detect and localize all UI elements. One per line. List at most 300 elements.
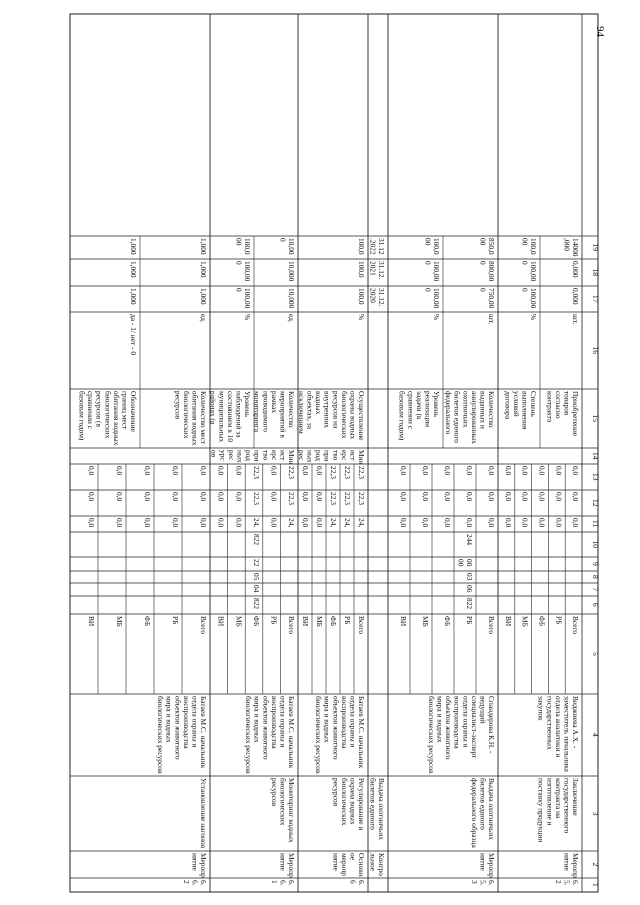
row-6.6.1-fund-3-c12-line: 0,0 — [234, 492, 244, 502]
row-control-event-date-line: 2020 — [368, 288, 378, 303]
row-6.6-num-line: 6. — [357, 880, 367, 886]
column-number-12: 12 — [591, 499, 600, 507]
column-number-15: 15 — [591, 414, 600, 422]
row-6.6.1-ind-1-c19-line: 100,0 — [243, 238, 253, 255]
column-number — [591, 415, 600, 423]
row-6.6.1-fund-0-c5-line: Всего — [287, 616, 297, 635]
row-6.6-ind-0-c15-line: водных — [314, 391, 324, 415]
row-6.5.3-responsible-line: воспроизводства — [452, 696, 462, 749]
row-6.6.1-fund-1-c12-line: 0,0 — [269, 492, 279, 502]
row-6.6.2-fund-3-c11-line: 0,0 — [115, 518, 125, 528]
row-6.5.3-name-line: Выдача охотничьих — [487, 778, 497, 840]
row-6.5.2-responsible-line: закупок — [536, 696, 546, 721]
row-6.6.2-fund-0-c11-line: 0,0 — [199, 518, 209, 528]
row-6.6.2-responsible-line: воспроизводства — [181, 696, 191, 749]
row-6.6.1-fund-3-c13-line: 0,0 — [234, 466, 244, 476]
row-6.6-executor-line: ист — [348, 450, 358, 461]
row-6.5.2-ind-0-c17-line: 0,000 — [571, 288, 581, 305]
row-6.5.3-fund-1-c7-line: 06 — [465, 585, 475, 593]
row-6.5.3-num-line: 5. — [478, 880, 488, 886]
row-6.5.3-fund-3-c12 — [421, 492, 430, 502]
row-6.6.2-responsible-line: биологических ресурсов — [156, 696, 166, 774]
row-6.6-num — [349, 880, 367, 886]
row-6.6-responsible-line: объектов животного — [331, 696, 341, 760]
row-6.5.3-fund-2-c5-line: ФБ — [443, 616, 453, 627]
row-6.6.1-fund-4-c12-line: 0,0 — [216, 492, 226, 502]
row-6.5.2-fund-4-c13-line: 0,0 — [503, 466, 513, 476]
row-6.6.1-responsible — [244, 696, 296, 774]
row-6.5.2-ind-1-c15-line: Степень — [529, 391, 539, 417]
row-6.5.2-ind-0-c15 — [545, 391, 580, 437]
row-6.5.2-fund-0-c11-line: 0,0 — [571, 518, 581, 528]
row-6.6-fund-3-c12-line: 0,0 — [315, 492, 325, 502]
row-6.5.2-fund-2-c12 — [538, 492, 547, 502]
row-6.6.2-ind-0-c19-line: 1,000 — [199, 238, 209, 255]
row-6.6.2-fund-4-c13-line: 0,0 — [87, 466, 97, 476]
row-6.6-fund-0-c5 — [357, 616, 366, 634]
row-6.6.1-fund-2-c10-line: 822 — [251, 534, 261, 546]
row-6.5.3-ind-1-c17-line: 100,00 — [432, 288, 442, 309]
row-6.5.2-ind-1-c18-line: 100,00 — [529, 261, 539, 282]
row-6.6.1-executor-line: ных — [235, 450, 245, 463]
row-6.5.2-ind-0-c15-line: товаров — [562, 391, 572, 416]
row-6.5.2-ind-1-c17 — [521, 288, 539, 309]
row-6.6.1-ind-0-c15-line: мониторинга — [252, 391, 262, 433]
row-6.6-fund-1-c5 — [343, 616, 352, 624]
row-6.6-fund-4-c13 — [301, 466, 310, 476]
row-6.5.2-name-line: Заключение — [571, 778, 581, 816]
row-6.6.1-name-line: Мониторинг водных — [287, 778, 297, 843]
row-6.6-fund-0-c12-line: 22,3 — [357, 492, 367, 505]
row-6.6.1-fund-0-c13 — [287, 466, 296, 479]
row-6.5.3-fund-1-c13 — [465, 466, 474, 476]
row-6.6.1-executor-line: тво — [261, 450, 271, 461]
row-6.5.3-ind-1-c18 — [424, 261, 442, 282]
row-6.6.1-fund-0-c11 — [287, 518, 296, 527]
row-6.6-ind-0-c16 — [357, 314, 366, 320]
row-control-event-date-line: 31.12 — [377, 238, 387, 255]
row-6.6.1-fund-2-c6-line: 822 — [251, 598, 261, 610]
row-6.5.3-ind-0-c15 — [444, 391, 496, 444]
row-6.6.1-responsible-line: отдела охраны и — [278, 696, 288, 748]
row-6.6-fund-4-c12-line: 0,0 — [301, 492, 311, 502]
row-6.5.3-fund-0-c11-line: 0,0 — [487, 518, 497, 528]
row-6.6.1-ind-0-c16-line: ед. — [287, 314, 297, 323]
row-6.5.2-fund-1-c13 — [554, 466, 563, 476]
row-6.6.1-ind-1-c15-line: наблюдений за — [234, 391, 244, 438]
row-6.6.2-fund-3-c5 — [115, 616, 124, 627]
column-number — [591, 588, 600, 592]
column-number — [591, 295, 600, 303]
row-6.6-fund-1-c5-line: РБ — [343, 616, 353, 625]
row-6.6.2-fund-2-c11 — [143, 518, 152, 528]
row-6.6.1-ind-1-c17-line: 100,00 — [243, 288, 253, 309]
row-6.6.2-ind-1-c19 — [129, 238, 138, 255]
row-6.6.1-fund-0-c11-line: 24, — [287, 518, 297, 528]
row-6.6.2-name — [199, 778, 208, 849]
row-6.5.3-fund-3-c13-line: 0,0 — [421, 466, 431, 476]
column-number — [591, 733, 600, 737]
row-6.6.1-fund-4-c13-line: 0,0 — [216, 466, 226, 476]
page-number: 94 — [594, 26, 606, 37]
row-6.5.2-ind-1-c15-line: договора — [503, 391, 513, 420]
row-6.6-fund-2-c12-line: 22,3 — [329, 492, 339, 505]
column-number-14: 14 — [591, 452, 600, 460]
row-6.6.2-type — [191, 853, 209, 878]
row-6.6.1-executor-line: урс — [218, 450, 228, 461]
row-6.5.3-fund-0-c11 — [487, 518, 496, 528]
row-6.6.2-fund-0-c11 — [199, 518, 208, 528]
row-6.5.3-fund-1-c9-line: 00 — [456, 559, 466, 567]
row-6.5.2-ind-1-c15-line: условий — [511, 391, 521, 417]
row-6.6.1-fund-3-c5-line: МБ — [234, 616, 244, 627]
row-6.5.3-fund-1-c12-line: 0,0 — [465, 492, 475, 502]
row-6.6-type — [331, 853, 366, 877]
row-6.5.3-ind-0-c19-line: 00 — [478, 238, 488, 246]
row-6.5.3-ind-0-c15-line: Количество — [487, 391, 497, 428]
row-6.6.1-ind-1-c16 — [243, 314, 252, 320]
row-6.5.2-fund-0-c5 — [571, 616, 580, 634]
row-6.5.2-ind-1-c19-line: 00 — [520, 238, 530, 246]
row-6.6-fund-2-c12 — [329, 492, 338, 505]
row-6.5.2-fund-4-c12-line: 0,0 — [503, 492, 513, 502]
row-6.6.1-ind-1-c15-line: состоянием в 10 — [225, 391, 235, 442]
row-6.5.3-fund-1-c6 — [465, 598, 474, 609]
row-6.5.3-fund-3-c11-line: 0,0 — [421, 518, 431, 528]
row-6.6-fund-0-c11 — [357, 518, 366, 527]
row-control-event-date-line: 2021 — [368, 261, 378, 276]
row-6.5.2-fund-0-c11 — [571, 518, 580, 528]
row-6.6.1-ind-1-c15-line: районах (в — [208, 391, 218, 425]
row-6.6-ind-0-c15-line: внутренних — [322, 391, 332, 428]
row-6.6-fund-0-c12 — [357, 492, 366, 505]
row-6.5.3-responsible-line: биологических ресурсов — [426, 696, 436, 774]
row-6.5.3-ind-0-c15-line: федерального — [444, 391, 454, 435]
row-6.5.2-ind-0-c19 — [563, 238, 581, 257]
row-6.6.2-fund-3-c12 — [115, 492, 124, 502]
column-number — [591, 863, 600, 867]
row-6.6.2-type-line: иятие — [190, 853, 200, 871]
row-6.6-ind-0-c15-line: ресурсов на — [331, 391, 341, 429]
row-6.5.2-ind-1-c17-line: 100,00 — [529, 288, 539, 309]
column-number-7: 7 — [591, 587, 600, 592]
row-6.5.3-ind-1-c16-line: % — [432, 314, 442, 321]
row-6.5.3-fund-2-c11-line: 0,0 — [443, 518, 453, 528]
row-6.5.3-ind-0-c19-line: 850,0 — [487, 238, 497, 255]
row-control-event-date-line: 31.12. — [377, 261, 387, 280]
row-6.5.2-fund-1-c12 — [554, 492, 563, 502]
row-6.6.1-ind-0-c17-line: 10,000 — [287, 288, 297, 309]
row-6.6-ind-0-c16-line: % — [357, 314, 367, 321]
row-control-event-date-line: .2022 — [368, 238, 378, 255]
row-6.5.3-ind-0-c17-line: 0 — [478, 288, 488, 292]
row-6.6.1-fund-1-c13-line: 0,0 — [269, 466, 279, 476]
row-6.6.2-fund-3-c5-line: МБ — [115, 616, 125, 627]
row-6.6.1-ind-0-c19-line: 0 — [278, 238, 288, 242]
row-6.6.2-ind-0-c15 — [173, 391, 208, 446]
row-6.5.3-fund-1-c8 — [465, 573, 474, 581]
row-6.6.1-fund-4-c5 — [217, 616, 226, 627]
row-6.6-name — [331, 778, 366, 830]
row-6.6.2-fund-1-c12-line: 0,0 — [171, 492, 181, 502]
row-6.6.1-ind-1-c18-line: 0 — [234, 261, 244, 265]
row-6.6.1-type — [279, 853, 297, 878]
row-6.5.3-fund-1-c7 — [465, 585, 474, 593]
row-6.5.2-name-line: изготовление и — [545, 778, 555, 826]
row-6.6.2-ind-1-c15-line: обитания водных — [111, 391, 121, 446]
row-6.6.2-responsible — [156, 696, 208, 774]
row-6.5.2-fund-4-c5-line: ВИ — [503, 616, 513, 627]
row-6.5.2-fund-2-c13-line: 0,0 — [537, 466, 547, 476]
row-6.6.1-fund-2-c7-line: 04 — [251, 585, 261, 593]
row-6.6-ind-0-c19-line: 100,0 — [357, 238, 367, 255]
row-6.6.1-ind-1-c16-line: % — [243, 314, 253, 321]
row-6.6-name-line: охрана водных — [348, 778, 358, 825]
row-6.6.1-fund-2-c11 — [252, 518, 261, 527]
row-6.5.3-ind-0-c17-line: 750,00 — [487, 288, 497, 309]
row-6.6.1-fund-1-c11-line: 0,0 — [269, 518, 279, 528]
row-6.6-ind-0-c17 — [357, 288, 366, 305]
column-number — [591, 575, 600, 579]
row-6.5.2-ind-0-c16-line: шт. — [571, 314, 581, 325]
row-6.5.2-fund-4-c11-line: 0,0 — [503, 518, 513, 528]
row-6.5.3-ind-0-c18-line: 800,00 — [487, 261, 497, 282]
column-number — [591, 520, 600, 527]
row-6.5.3-name-line: федерального образца — [469, 778, 479, 848]
row-6.6-executor-line: при — [322, 450, 332, 462]
row-6.6-fund-2-c5 — [329, 616, 338, 626]
row-6.5.3-ind-0-c15-line: билетов единого — [452, 391, 462, 443]
row-6.6-type-line: Основн — [357, 853, 367, 877]
row-6.6.1-fund-1-c5 — [270, 616, 279, 624]
row-6.6-ind-0-c18 — [357, 261, 366, 278]
row-6.5.2-fund-1-c11-line: 0,0 — [554, 518, 564, 528]
row-6.6-ind-0-c15-line: Осуществление — [357, 391, 367, 441]
row-6.6.2-ind-0-c18 — [199, 261, 208, 278]
row-6.6.1-responsible-line: объектов животного — [261, 696, 271, 760]
row-6.5.3-ind-1-c18-line: 0 — [423, 261, 433, 265]
row-6.6.1-ind-0-c15 — [253, 391, 296, 438]
row-6.5.2-fund-0-c12 — [571, 492, 580, 502]
row-6.5.2-fund-1-c5 — [554, 616, 563, 624]
row-6.6.1-fund-4-c13 — [217, 466, 226, 476]
row-6.6-fund-1-c13 — [343, 466, 352, 479]
row-6.5.2-fund-3-c11-line: 0,0 — [520, 518, 530, 528]
row-6.5.3-ind-1-c15-line: реализации — [423, 391, 433, 428]
row-6.6-fund-3-c13 — [315, 466, 324, 476]
row-6.6-ind-0-c15-line: биологических — [339, 391, 349, 439]
row-control-event-date-line: 31.12. — [377, 288, 387, 307]
column-number-4: 4 — [591, 733, 600, 737]
row-6.6.1-fund-4-c11 — [217, 518, 226, 528]
row-6.6.2-fund-0-c12-line: 0,0 — [199, 492, 209, 502]
row-6.5.3-fund-4-c12 — [399, 492, 408, 502]
row-6.5.3-fund-4-c5 — [399, 616, 408, 627]
row-6.6.2-fund-3-c11 — [115, 518, 124, 528]
row-6.6.2-ind-1-c15 — [78, 391, 139, 446]
row-6.6-type-line: ое — [348, 853, 358, 861]
row-6.5.2-num-line: 2 — [553, 880, 563, 884]
column-number — [591, 244, 600, 252]
row-6.6-executor-line: род — [314, 450, 324, 461]
row-6.6.1-fund-4-c5-line: ВИ — [216, 616, 226, 627]
row-6.5.3-fund-4-c13 — [399, 466, 408, 476]
row-6.6.1-fund-0-c13-line: 22,3 — [287, 466, 297, 479]
row-6.6-ind-0-c15-line: исключением — [296, 391, 306, 434]
row-6.5.2-fund-2-c12-line: 0,0 — [537, 492, 547, 502]
row-6.6-responsible — [314, 696, 366, 774]
row-6.5.2-ind-1-c16 — [529, 314, 538, 320]
row-6.5.3-fund-0-c5-line: Всего — [487, 616, 497, 635]
column-number-2: 2 — [591, 862, 600, 867]
row-6.6.2-responsible-line: мира и водных — [164, 696, 174, 743]
row-6.5.3-ind-0-c18-line: 0 — [478, 261, 488, 265]
row-6.6.1-responsible-line: биологических ресурсов — [244, 696, 254, 774]
row-6.6-executor-line: рес — [296, 450, 306, 461]
row-6.6-type-line: меропр — [339, 853, 349, 876]
row-6.6.2-fund-2-c5 — [143, 616, 152, 626]
row-6.6.1-responsible-line: Батаев М.С. начальник — [287, 696, 297, 769]
row-6.6.1-fund-1-c13 — [270, 466, 279, 476]
row-6.6-ind-0-c19 — [357, 238, 366, 255]
row-6.5.2-fund-3-c13 — [521, 466, 530, 476]
row-6.6.2-ind-0-c15-line: Количество мест — [199, 391, 209, 445]
row-6.6-fund-1-c11 — [343, 518, 352, 527]
row-6.6.2-ind-0-c19 — [199, 238, 208, 255]
row-6.6.2-fund-1-c5 — [171, 616, 180, 624]
row-6.5.3-ind-1-c17-line: 0 — [423, 288, 433, 292]
row-6.6.2-num-line: 6. — [190, 880, 200, 886]
row-6.5.3-fund-1-c11 — [465, 518, 474, 528]
row-6.6-responsible-line: биологических ресурсов — [314, 696, 324, 774]
row-6.6.1-fund-2-c12-line: 22,3 — [251, 492, 261, 505]
row-6.5.3-fund-3-c5-line: МБ — [421, 616, 431, 627]
row-6.5.3-ind-1-c15 — [398, 391, 441, 441]
row-6.6.2-fund-1-c11 — [171, 518, 180, 528]
column-number — [591, 269, 600, 277]
row-6.5.2-fund-4-c12 — [504, 492, 513, 502]
row-6.6.1-ind-1-c18-line: 100,00 — [243, 261, 253, 282]
row-6.6-fund-4-c13-line: 0,0 — [301, 466, 311, 476]
row-6.6.2-ind-1-c18-line: 1,000 — [129, 261, 139, 278]
row-6.5.2-type-line: Меропр — [571, 853, 581, 878]
row-6.5.3-ind-0-c19 — [479, 238, 497, 255]
row-6.5.3-fund-0-c5 — [487, 616, 496, 634]
row-6.5.3-ind-1-c15-line: базовым годом) — [397, 391, 407, 441]
row-6.5.3-fund-3-c11 — [421, 518, 430, 528]
row-6.6.1-ind-0-c15-line: рамках — [269, 391, 279, 414]
row-6.6-fund-3-c5-line: МБ — [315, 616, 325, 627]
row-6.6.1-fund-2-c8 — [252, 573, 261, 581]
row-6.5.3-responsible-line: ведущий — [478, 696, 488, 724]
row-6.6.2-fund-2-c12 — [143, 492, 152, 502]
row-6.6.1-executor-line: ов — [209, 450, 219, 458]
column-number-9: 9 — [591, 562, 600, 566]
row-6.6.2-responsible-line: Батаев М.С. начальник — [199, 696, 209, 769]
row-6.6.2-responsible-line: объектов животного — [173, 696, 183, 760]
row-control-event-date — [369, 261, 387, 280]
row-6.6.2-fund-3-c12-line: 0,0 — [115, 492, 125, 502]
row-6.5.2-fund-2-c13 — [538, 466, 547, 476]
row-6.5.3-num-line: 3 — [469, 880, 479, 884]
row-6.6-responsible-line: воспроизводства — [339, 696, 349, 749]
row-6.6.1-ind-1-c15-line: Уровень — [243, 391, 253, 418]
row-6.5.3-type-line: иятие — [478, 853, 488, 871]
row-6.5.2-fund-3-c12-line: 0,0 — [520, 492, 530, 502]
row-6.5.3-fund-0-c13-line: 0,0 — [487, 466, 497, 476]
row-6.5.2-ind-0-c15-line: согласно — [553, 391, 563, 419]
row-6.6.1-fund-0-c12-line: 22,3 — [287, 492, 297, 505]
row-6.6.1-ind-0-c18 — [287, 261, 296, 282]
row-6.6.1-ind-1-c19-line: 00 — [234, 238, 244, 246]
row-6.5.3-fund-1-c10-line: 244 — [465, 534, 475, 546]
row-6.5.2-fund-2-c5 — [538, 616, 547, 626]
row-6.6.2-fund-4-c11 — [87, 518, 96, 528]
row-6.6-fund-0-c13 — [357, 466, 366, 479]
row-6.6.1-fund-2-c5 — [252, 616, 261, 626]
row-6.6-executor-line: ерс — [339, 450, 349, 461]
row-control-event-type — [369, 853, 387, 876]
row-6.6.2-num-line: 2 — [181, 880, 191, 884]
row-6.5.2-ind-1-c19 — [521, 238, 539, 255]
row-6.6-fund-2-c13 — [329, 466, 338, 479]
row-6.6.2-ind-1-c15-line: базовым годом) — [77, 391, 87, 441]
row-6.6.1-fund-3-c12 — [234, 492, 243, 502]
row-6.5.2-fund-3-c12 — [521, 492, 530, 502]
row-6.5.2-ind-0-c18 — [571, 261, 580, 278]
row-6.6.1-executor-line: при — [252, 450, 262, 462]
row-6.6-name-line: Регулирование и — [357, 778, 367, 831]
row-6.6-executor — [297, 450, 366, 465]
row-6.5.3-fund-2-c13-line: 0,0 — [443, 466, 453, 476]
row-6.5.2-fund-1-c13-line: 0,0 — [554, 466, 564, 476]
row-6.5.3-fund-2-c11 — [443, 518, 452, 528]
row-6.5.3-ind-0-c17 — [479, 288, 497, 309]
row-6.6.2-ind-0-c18-line: 1,000 — [199, 261, 209, 278]
row-6.6.1-fund-2-c5-line: ФБ — [251, 616, 261, 627]
row-6.5.2-fund-4-c5 — [504, 616, 513, 627]
row-6.5.3-ind-1-c19-line: 100,0 — [432, 238, 442, 255]
row-6.6.1-num-line: 6. — [278, 880, 288, 886]
row-6.5.3-ind-1-c16 — [432, 314, 441, 320]
row-6.6-fund-4-c5-line: ВИ — [301, 616, 311, 627]
row-6.6.2-ind-0-c16 — [199, 314, 208, 323]
row-6.6.2-fund-3-c13-line: 0,0 — [115, 466, 125, 476]
row-6.6.1-ind-0-c15-line: проводимого — [261, 391, 271, 432]
row-6.6-fund-3-c12 — [315, 492, 324, 502]
row-control-event-name-line: билетов единого — [368, 778, 378, 830]
row-6.5.2-ind-0-c19-line: ,000 — [562, 238, 572, 251]
row-6.5.2-responsible-line: государственных — [545, 696, 555, 750]
row-6.6-ind-0-c18-line: 100,0 — [357, 261, 367, 278]
row-6.5.2-fund-3-c5-line: МБ — [520, 616, 530, 627]
column-number-1: 1 — [591, 883, 600, 887]
column-number-10: 10 — [591, 540, 600, 548]
row-6.6.1-fund-2-c10 — [252, 534, 261, 545]
row-6.6.2-type-line: Меропр — [199, 853, 209, 878]
row-6.6-fund-3-c5 — [315, 616, 324, 627]
row-6.5.3-type-line: Меропр — [487, 853, 497, 878]
row-6.5.2-fund-1-c12-line: 0,0 — [554, 492, 564, 502]
row-6.5.3-num — [470, 880, 496, 886]
row-6.5.3-fund-1-c6-line: 822 — [465, 598, 475, 610]
row-6.6.1-executor-line: ист — [278, 450, 288, 461]
column-number-13: 13 — [591, 473, 600, 481]
row-6.6-ind-0-c15-line: охраны водных — [348, 391, 358, 440]
row-6.6-responsible-line: Батаев М.С. начальник — [357, 696, 367, 769]
row-6.5.3-fund-1-c9-line: 00 — [465, 559, 475, 567]
column-number — [591, 812, 600, 816]
